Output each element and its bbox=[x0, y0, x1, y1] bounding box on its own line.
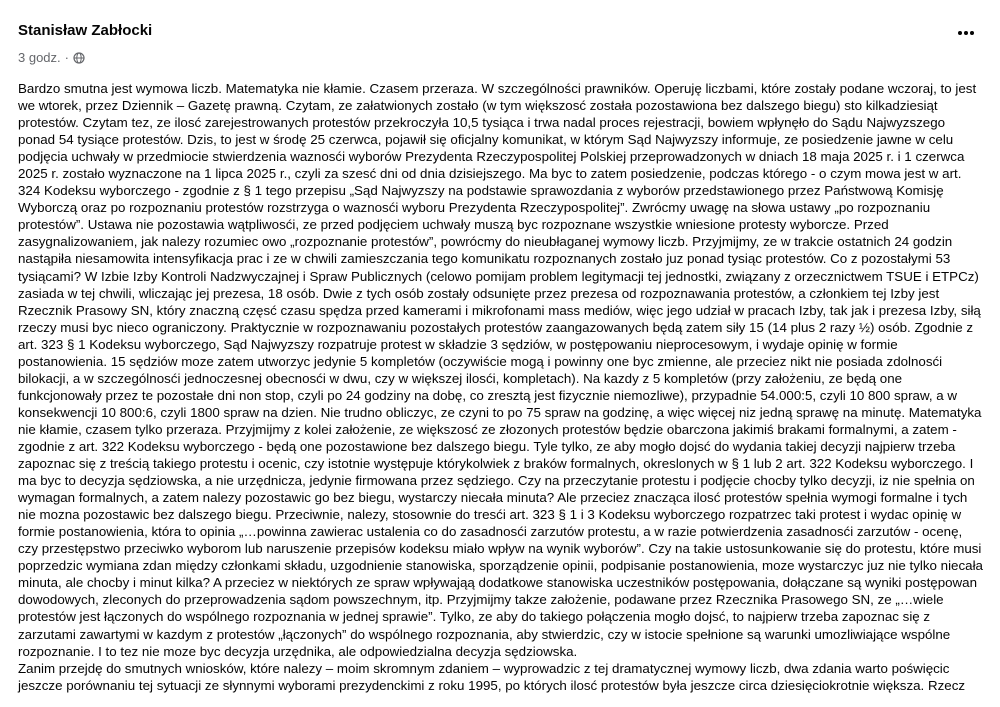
more-options-icon bbox=[957, 24, 975, 36]
post-timestamp[interactable]: 3 godz. bbox=[18, 50, 61, 65]
more-options-button[interactable] bbox=[952, 20, 980, 48]
globe-icon[interactable] bbox=[73, 52, 85, 64]
post-paragraph: Zanim przejdę do smutnych wniosków, które nalezy – moim skromnym zdaniem – wyprowadzic z tej dramatycznej wymowy liczb, dwa zdania warto poświęcic jeszcze porównaniu tej sytuacji ze słynnymi wyborami prezydenckimi z roku 1995, po których ilosć protestów była jeszcze circa dziesięciokrotnie większa. Rzecz bbox=[18, 660, 966, 693]
post-meta bbox=[18, 50, 85, 66]
author-name[interactable]: Stanisław Zabłocki bbox=[18, 22, 153, 39]
meta-separator: · bbox=[64, 50, 69, 65]
post-header bbox=[18, 20, 982, 64]
post-body bbox=[18, 80, 987, 694]
post-paragraph: Bardzo smutna jest wymowa liczb. Matematyka nie kłamie. Czasem przeraza. W szczególności prawników. Operuję liczbami, które zostały podane wczoraj, to jest we wtorek, przez Dziennik – Gazetę prawną. Czytam, ze załatwionych zostało (w tym większosć została pozostawiona bez dalszego biegu) sto kilkadziesiąt protestów. Czytam tez, ze ilosć zarejestrowanych protestów przekroczyła 10,5 tysiąca i trwa nadal proces rejestracji, bowiem wpłynęło do Sądu Najwyzszego ponad 54 tysiące protestów. Dzis, to jest w środę 25 czerwca, pojawił się oficjalny komunikat, w którym Sąd Najwyzszy informuje, ze posiedzenie jawne w celu podjęcia uchwały w przedmiocie stwierdzenia waznosći wyborów Prezydenta Rzeczypospolitej Polskiej przeprowadzonych w dniach 18 maja 2025 r. i 1 czerwca 2025 r. zostało wyznaczone na 1 lipca 2025 r., czyli za szesć dni od dnia dzisiejszego. Ma byc to zatem posiedzenie, podczas którego - o czym mowa jest w art. 324 Kodeksu wyborczego - zgodnie z § 1 tego przepisu „Sąd Najwyzszy na podstawie sprawozdania z wyborów przedstawionego przez Państwową Komisję Wyborczą oraz po rozpoznaniu protestów rozstrzyga o waznosći wyboru Prezydenta Rzeczypospolitej”. Zwrócmy uwagę na słowa ustawy „po rozpoznaniu protestów”. Ustawa nie pozostawia wątpliwosći, ze przed podjęciem uchwały muszą byc rozpoznane wszystkie wniesione protesty wyborcze. Przed zasygnalizowaniem, jak nalezy rozumiec owo „rozpoznanie protestów”, powrócmy do nieubłaganej wymowy liczb. Przyjmijmy, ze w trakcie ostatnich 24 godzin nastąpiła niesamowita intensyfikacja prac i ze w chwili zamieszczania tego komunikatu rozpoznanych zostało juz ponad tysiąc protestów. Co z pozostałymi 53 tysiącami? W Izbie Izby Kontroli Nadzwyczajnej i Spraw Publicznych (celowo pomijam problem legitymacji tej jednostki, związany z orzecznictwem TSUE i ETPCz) zasiada w tej chwili, wliczając jej prezesa, 18 osób. Dwie z tych osób zostały odsunięte przez prezesa od rozpoznawania protestów, a członkiem tej Izby jest Rzecznik Prasowy SN, który znaczną częsć czasu spędza przed kamerami i mikrofonami mass mediów, więc jego udział w pracach Izby, tak jak i prezesa Izby, siłą rzeczy musi byc nieco ograniczony. Praktycznie w rozpoznawaniu pozostałych protestów zaangazowanych będą zatem siły 15 (14 plus 2 razy ½) osób. Zgodnie z art. 323 § 1 Kodeksu wyborczego, Sąd Najwyzszy rozpatruje protest w składzie 3 sędziów, w postępowaniu nieprocesowym, i wydaje opinię w formie postanowienia. 15 sędziów moze zatem utworzyc jedynie 5 kompletów (oczywiście mogą i powinny one byc zmienne, ale przeciez nikt nie posiada zdolnosći bilokacji, a w szczególnosći jednoczesnej obecnosći w dwu, czy w większej ilosći, kompletach). Na kazdy z 5 kompletów (przy założeniu, ze będą one funkcjonowały przez te pozostałe dni non stop, czyli po 24 godziny na dobę, co zresztą jest fizycznie niemozliwe), przypadnie 54.000:5, czyli 10 800 spraw, a w konsekwencji 10 800:6, czyli 1800 spraw na dzien. Nie trudno obliczyc, ze czyni to po 75 spraw na godzinę, a więc więcej niz jedną sprawę na minutę. Matematyka nie kłamie, czasem tylko przeraza. Przyjmijmy z kolei założenie, ze większosć ze złozonych protestów będzie obarczona jakimiś brakami formalnymi, a zatem - zgodnie z art. 322 Kodeksu wyborczego - będą one pozostawione bez dalszego biegu. Tyle tylko, ze aby mogło dojsć do wydania takiej decyzji najpierw trzeba zapoznac się z treścią takiego protestu i ocenic, czy istotnie występuje którykolwiek z braków formalnych, okreslonych w § 1 lub 2 art. 322 Kodeksu wyborczego. I ma byc to decyzja sędziowska, a nie urzędnicza, jedynie firmowana przez sędziego. Czy na przeczytanie protestu i podjęcie chocby tylko decyzji, iz nie spełnia on wymagan formalnych, a zatem nalezy pozostawic go bez biegu, wystarczy niecała minuta? Ale przeciez znacząca ilosć protestów spełnia wymogi formalne i tych nie mozna pozostawic bez dalszego biegu. Przeciwnie, nalezy, stosownie do tresći art. 323 § 1 i 3 Kodeksu wyborczego rozpatrzec taki protest i wydac opinię w formie postanowienia, która to opinia „…powinna zawierac ustalenia co do zasadnosći zarzutów protestu, a w razie potwierdzenia zasadnosći zarzutów - ocenę, czy przestępstwo przeciwko wyborom lub naruszenie przepisów kodeksu miało wpływ na wynik wyborów”. Czy na takie ustosunkowanie się do protestu, które musi poprzedzic wymiana zdan między członkami składu, uzgodnienie stanowiska, sporządzenie opinii, podpisanie postanowienia, moze wystarczyc juz nie tylko niecała minuta, ale chocby i minut kilka? A przeciez w niektórych ze spraw wpływająą dodatkowe stanowiska uczestników postępowania, dołączane są wyniki postępowan dowodowych, zleconych do przeprowadzenia sądom powszechnym, itp. Przyjmijmy takze założenie, podawane przez Rzecznika Prasowego SN, ze „…wiele protestów jest łączonych do wspólnego rozpoznania w jednej sprawie”. Tylko, ze aby do takiego połączenia mogło dojsć, to najpierw trzeba zapoznac się z zarzutami zawartymi w kazdym z protestów „łączonych” do wspólnego rozpoznania, aby stwierdzic, czy w istocie spełnione są warunki umozliwiające wspólne rozpoznanie. I to tez nie moze byc decyzja urzędnika, ale odpowiedzialna decyzja sędziowska. bbox=[18, 81, 987, 659]
